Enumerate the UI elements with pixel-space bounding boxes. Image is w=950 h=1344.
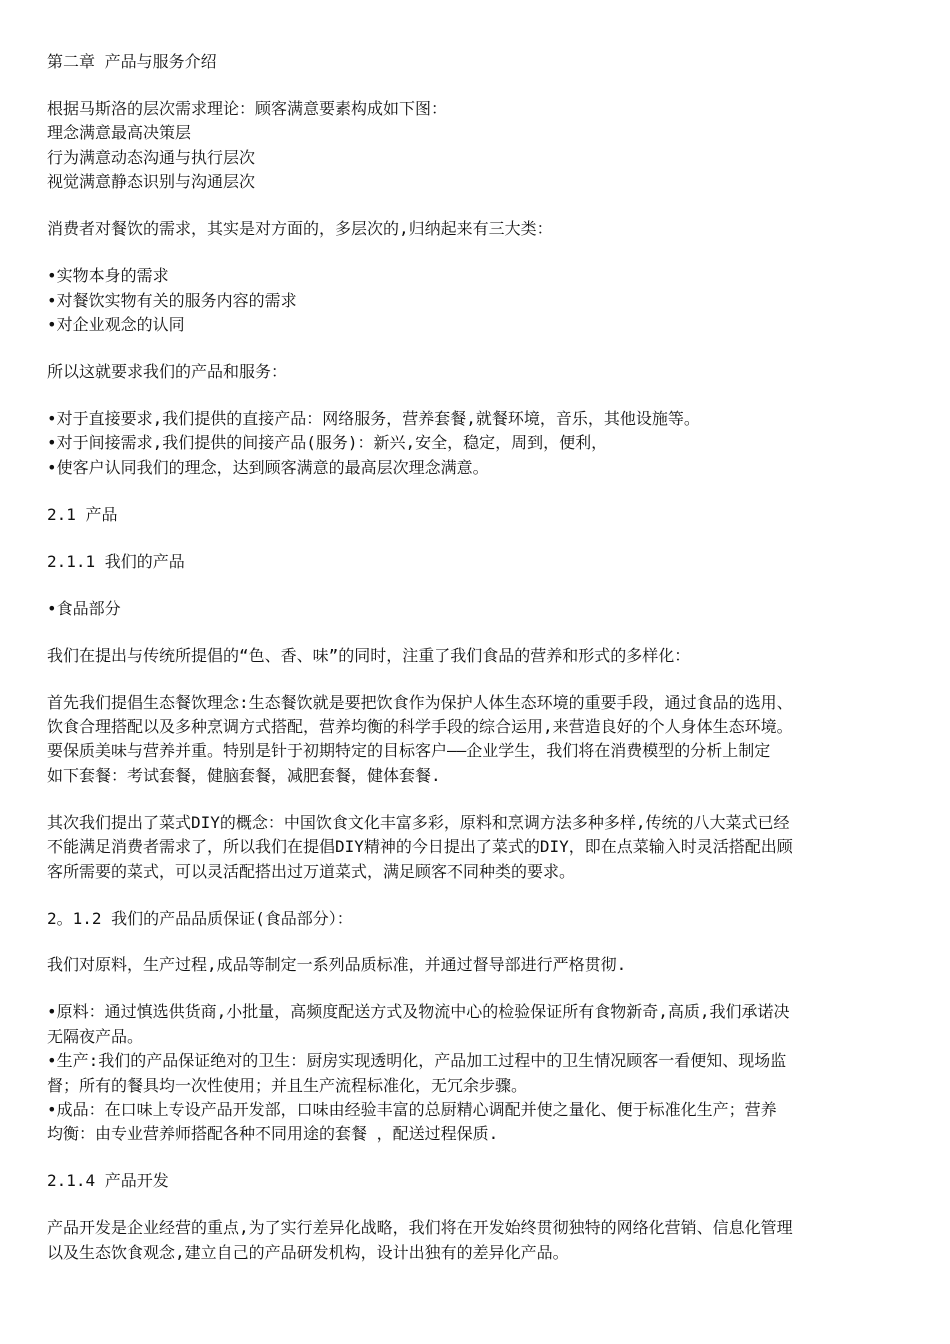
text-line: 饮食合理搭配以及多种烹调方式搭配，营养均衡的科学手段的综合运用,来营造良好的个人身体生态环境。 (47, 716, 793, 736)
paragraph-gap (47, 384, 907, 407)
paragraph-gap (47, 931, 907, 954)
text-line: •对于直接要求,我们提供的直接产品：网络服务，营养套餐,就餐环境，音乐，其他设施等。 (47, 408, 700, 428)
text-line: 均衡：由专业营养师搭配各种不同用途的套餐 ，配送过程保质. (47, 1124, 499, 1144)
text-line: 第二章 产品与服务介绍 (47, 52, 217, 71)
paragraph-gap (47, 1147, 907, 1170)
paragraph-gap (47, 480, 907, 503)
text-line: 产品开发是企业经营的重点,为了实行差异化战略，我们将在开发始终贯彻独特的网络化营销、信息化管理 (47, 1218, 793, 1238)
document-page (47, 50, 907, 1265)
text-line: 所以这就要求我们的产品和服务： (47, 361, 288, 381)
text-line: 理念满意最高决策层 (47, 123, 192, 143)
paragraph-gap (47, 574, 907, 597)
text-line: 首先我们提倡生态餐饮理念:生态餐饮就是要把饮食作为保护人体生态环境的重要手段，通过食品的选用、 (47, 692, 793, 712)
text-line: •对于间接需求,我们提供的间接产品(服务)：新兴,安全，稳定，周到，便利， (47, 433, 608, 453)
paragraph-gap (47, 337, 907, 360)
paragraph-gap (47, 884, 907, 907)
text-line: 根据马斯洛的层次需求理论：顾客满意要素构成如下图： (47, 98, 448, 118)
text-line: 如下套餐：考试套餐，健脑套餐，减肥套餐，健体套餐. (47, 765, 441, 785)
paragraph-gap (47, 788, 907, 811)
text-line: 客所需要的菜式，可以灵活配搭出过万道菜式，满足顾客不同种类的要求。 (47, 861, 576, 881)
text-line: •成品：在口味上专设产品开发部，口味由经验丰富的总厨精心调配并使之量化、便于标准化生产；营养 (47, 1100, 777, 1120)
text-line: 我们对原料，生产过程,成品等制定一系列品质标准，并通过督导部进行严格贯彻. (47, 955, 627, 975)
paragraph-gap (47, 527, 907, 550)
text-line: 我们在提出与传统所提倡的“色、香、味”的同时，注重了我们食品的营养和形式的多样化： (47, 645, 691, 665)
paragraph-gap (47, 621, 907, 644)
text-line: 消费者对餐饮的需求，其实是对方面的，多层次的,归纳起来有三大类： (47, 219, 553, 239)
paragraph-gap (47, 242, 907, 265)
text-line: 督；所有的餐具均一次性使用；并且生产流程标准化，无冗余步骤。 (47, 1075, 528, 1095)
text-line: 2.1 产品 (47, 504, 118, 524)
text-line: 2.1.1 我们的产品 (47, 551, 185, 571)
text-line: •原料：通过慎选供货商,小批量，高频度配送方式及物流中心的检验保证所有食物新奇,高质,我们承诺决 (47, 1002, 790, 1022)
text-line: 不能满足消费者需求了，所以我们在提倡DIY精神的今日提出了菜式的DIY，即在点菜输入时灵活搭配出顾 (47, 837, 793, 857)
text-line: 行为满意动态沟通与执行层次 (47, 147, 256, 167)
text-line: 无隔夜产品。 (47, 1026, 144, 1046)
text-line: 2.1.4 产品开发 (47, 1171, 169, 1191)
text-line: •生产:我们的产品保证绝对的卫生：厨房实现透明化，产品加工过程中的卫生情况顾客一看便知、现场监 (47, 1051, 787, 1071)
text-line: •实物本身的需求 (47, 266, 169, 286)
paragraph-gap (47, 74, 907, 97)
text-line: •对企业观念的认同 (47, 314, 185, 334)
text-line: 视觉满意静态识别与沟通层次 (47, 172, 256, 192)
text-line: •使客户认同我们的理念，达到顾客满意的最高层次理念满意。 (47, 457, 489, 477)
text-line: 以及生态饮食观念,建立自己的产品研发机构，设计出独有的差异化产品。 (47, 1242, 569, 1262)
paragraph-gap (47, 1194, 907, 1217)
paragraph-gap (47, 668, 907, 691)
text-line: 2。1.2 我们的产品品质保证(食品部分）： (47, 908, 353, 928)
text-line: •对餐饮实物有关的服务内容的需求 (47, 290, 297, 310)
paragraph-gap (47, 195, 907, 218)
paragraph-gap (47, 978, 907, 1001)
text-line: •食品部分 (47, 598, 121, 618)
text-line: 要保质美味与营养并重。特别是针于初期特定的目标客户——企业学生，我们将在消费模型的分析上制定 (47, 741, 771, 761)
text-line: 其次我们提出了菜式DIY的概念：中国饮食文化丰富多彩，原料和烹调方法多种多样,传统的八大菜式已经 (47, 812, 790, 832)
